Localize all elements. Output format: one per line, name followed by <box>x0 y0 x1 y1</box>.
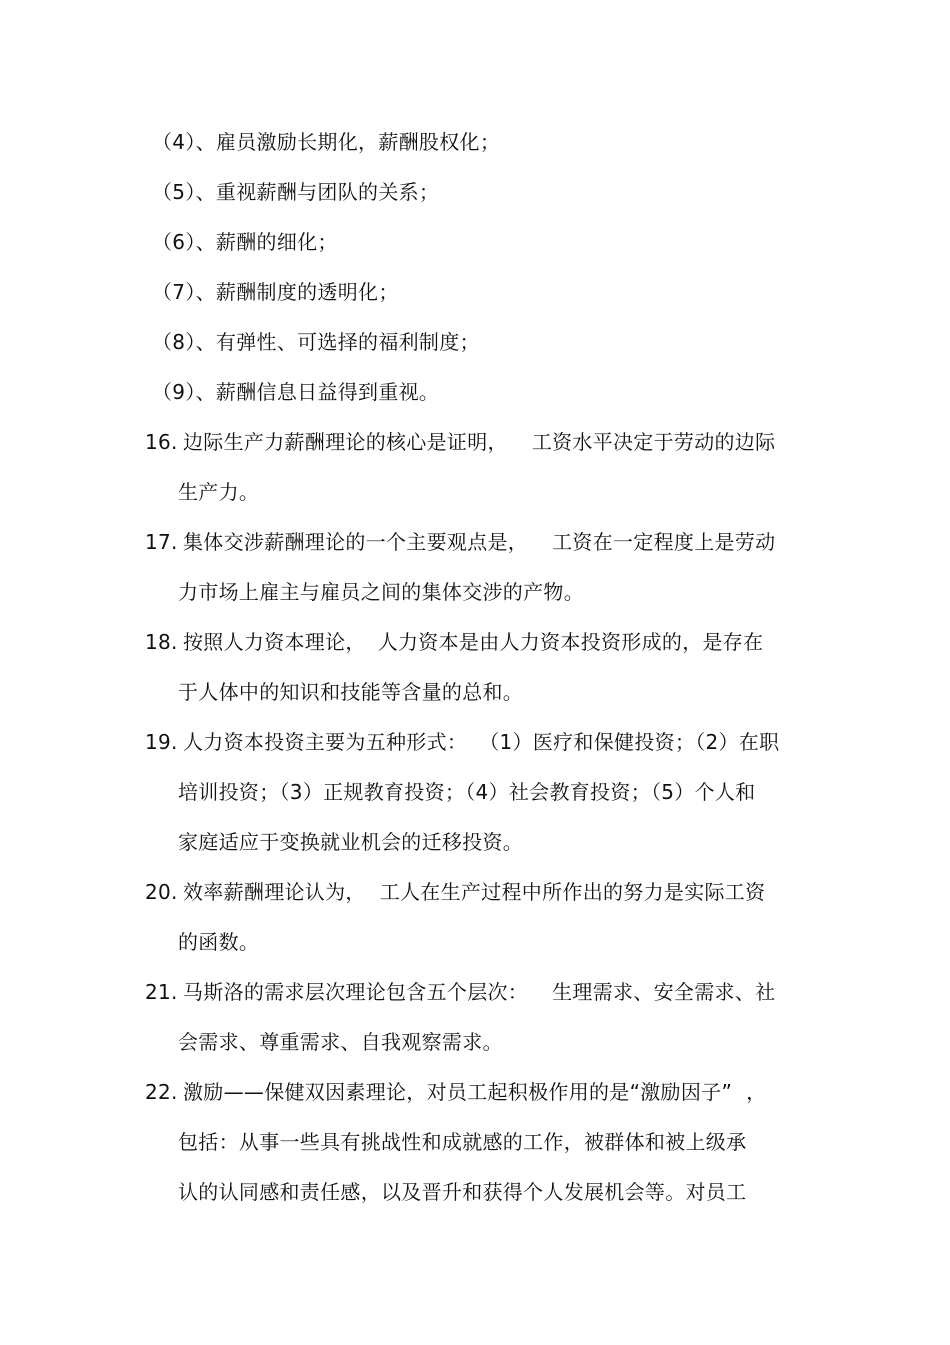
item-17-line-2: 力市场上雇主与雇员之间的集体交涉的产物。 <box>178 580 584 604</box>
item-number: 21. <box>145 980 178 1004</box>
item-text: 效率薪酬理论认为， <box>183 880 366 904</box>
item-number: 20. <box>145 880 178 904</box>
item-number: 22. <box>145 1080 178 1104</box>
item-22-line-1 <box>145 1078 766 1106</box>
item-17-line-1 <box>145 528 775 556</box>
item-text: 按照人力资本理论， <box>183 630 366 654</box>
item-text: 人力资本是由人力资本投资形成的，是存在 <box>377 630 764 654</box>
sub-item-5: （5）、重视薪酬与团队的关系； <box>152 180 440 204</box>
sub-item-4: （4）、雇员激励长期化，薪酬股权化； <box>152 130 501 154</box>
item-number: 19. <box>145 730 178 754</box>
sub-item-7: （7）、薪酬制度的透明化； <box>152 280 399 304</box>
item-20-line-1 <box>145 878 765 906</box>
item-22-line-3: 认的认同感和责任感，以及晋升和获得个人发展机会等。对员工 <box>178 1180 747 1204</box>
item-text: 集体交涉薪酬理论的一个主要观点是， <box>183 530 529 554</box>
sub-item-8: （8）、有弹性、可选择的福利制度； <box>152 330 480 354</box>
item-text: 工人在生产过程中所作出的努力是实际工资 <box>379 880 766 904</box>
item-20-line-2: 的函数。 <box>178 930 260 954</box>
item-text: 激励——保健双因素理论，对员工起积极作用的是“激励因子” <box>183 1080 733 1104</box>
item-text: 工资在一定程度上是劳动 <box>552 530 776 554</box>
item-22-line-2: 包括：从事一些具有挑战性和成就感的工作，被群体和被上级承 <box>178 1130 747 1154</box>
item-text: （1）医疗和保健投资；（2）在职 <box>479 730 780 754</box>
item-text: 边际生产力薪酬理论的核心是证明， <box>183 430 508 454</box>
item-19-line-3: 家庭适应于变换就业机会的迁移投资。 <box>178 830 524 854</box>
item-21-line-1 <box>145 978 775 1006</box>
sub-item-9: （9）、薪酬信息日益得到重视。 <box>152 380 440 404</box>
item-19-line-1 <box>145 728 779 756</box>
item-18-line-1 <box>145 628 763 656</box>
item-text: 工资水平决定于劳动的边际 <box>531 430 776 454</box>
item-text: ， <box>746 1080 767 1104</box>
item-number: 16. <box>145 430 178 454</box>
item-18-line-2: 于人体中的知识和技能等含量的总和。 <box>178 680 524 704</box>
item-number: 18. <box>145 630 178 654</box>
item-text: 生理需求、安全需求、社 <box>552 980 776 1004</box>
item-21-line-2: 会需求、尊重需求、自我观察需求。 <box>178 1030 503 1054</box>
item-text: 马斯洛的需求层次理论包含五个层次： <box>183 980 529 1004</box>
item-number: 17. <box>145 530 178 554</box>
item-19-line-2: 培训投资；（3）正规教育投资；（4）社会教育投资；（5）个人和 <box>178 780 756 804</box>
item-16-line-1 <box>145 428 775 456</box>
item-text: 人力资本投资主要为五种形式： <box>183 730 468 754</box>
sub-item-6: （6）、薪酬的细化； <box>152 230 338 254</box>
item-16-line-2: 生产力。 <box>178 480 260 504</box>
